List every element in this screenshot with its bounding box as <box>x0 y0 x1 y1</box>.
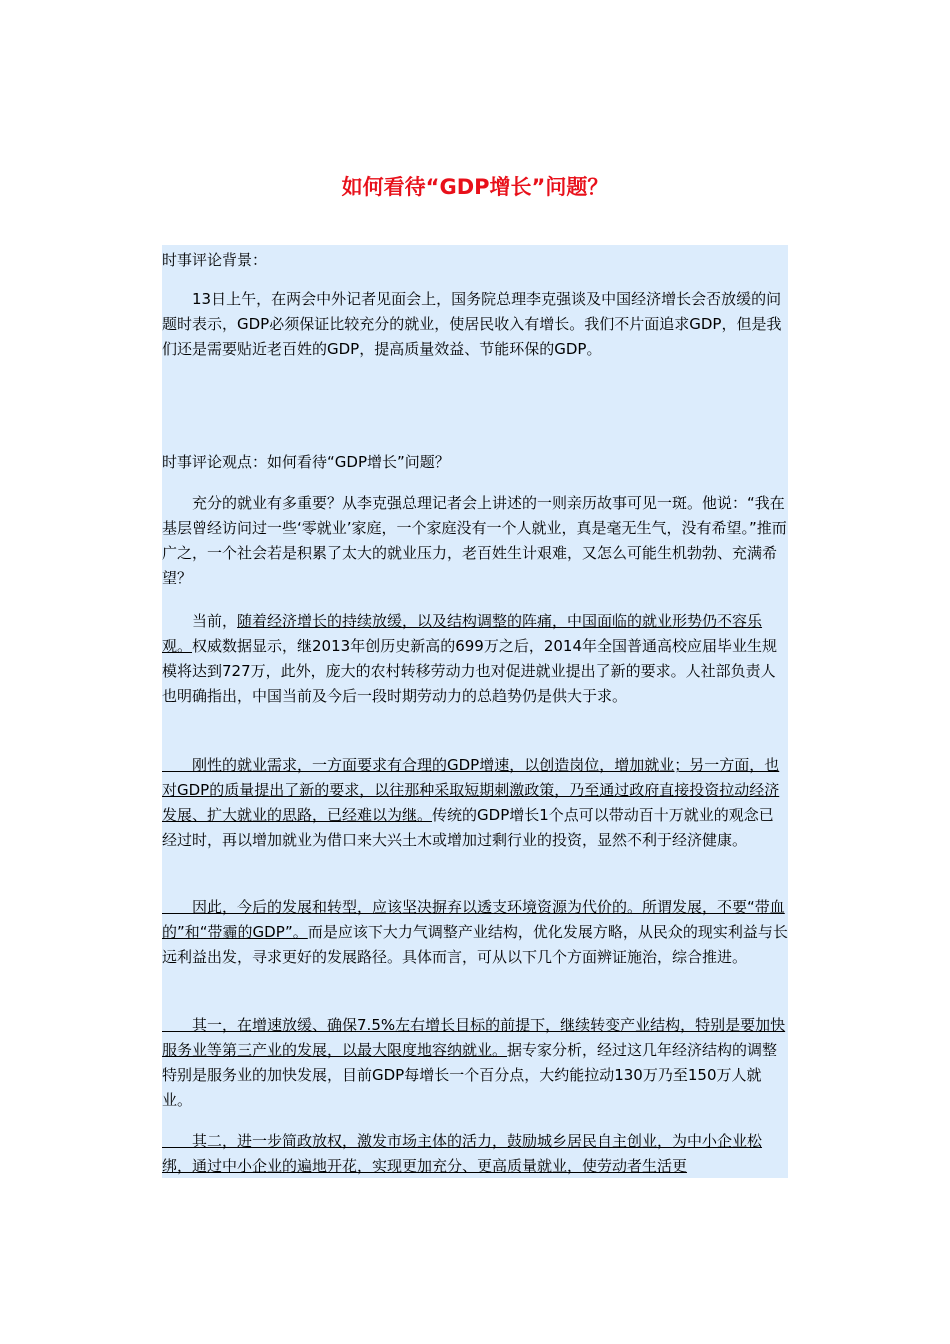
article-body <box>162 245 788 1178</box>
underlined-text: 其二，进一步简政放权，激发市场主体的活力，鼓励城乡居民自主创业，为中小企业松绑，通过中小企业的遍地开花，实现更加充分、更高质量就业，使劳动者生活更 <box>162 1132 763 1175</box>
paragraph-text: 传统的GDP增长1个点可以带动百十万就业的观念已经过时，再以增加就业为借口来大兴土木或增加过剩行业的投资，显然不利于经济健康。 <box>162 806 774 849</box>
underlined-text: 因此，今后的发展和转型，应该坚决摒弃以透支环境资源为代价的。所谓发展，不要“带血的”和“带霾的GDP”。 <box>162 898 785 941</box>
paragraph-point-one <box>162 1013 788 1113</box>
underlined-text: 其一，在增速放缓、确保7.5%左右增长目标的前提下，继续转变产业结构，特别是要加快服务业等第三产业的发展，以最大限度地容纳就业。 <box>162 1016 786 1059</box>
paragraph-development-transition <box>162 895 788 970</box>
paragraph-point-two <box>162 1129 788 1178</box>
underlined-text: 随着经济增长的持续放缓，以及结构调整的阵痛，中国面临的就业形势仍不容乐观。 <box>162 612 763 655</box>
viewpoint-heading: 时事评论观点：如何看待“GDP增长”问题？ <box>162 453 450 471</box>
paragraph-rigid-demand <box>162 753 788 853</box>
paragraph-text: 而是应该下大力气调整产业结构，优化发展方略，从民众的现实利益与长远利益出发，寻求更好的发展路径。具体而言，可从以下几个方面辨证施治，综合推进。 <box>162 923 788 966</box>
document-title: 如何看待“GDP增长”问题？ <box>341 175 609 199</box>
paragraph-text: 当前， <box>162 612 238 630</box>
paragraph-text: 权威数据显示，继2013年创历史新高的699万之后，2014年全国普通高校应届毕业生规模将达到727万，此外，庞大的农村转移劳动力也对促进就业提出了新的要求。人社部负责人也明确指出，中国当前及今后一段时期劳动力的总趋势仍是供大于求。 <box>162 637 777 705</box>
paragraph-employment-importance: 充分的就业有多重要？从李克强总理记者会上讲述的一则亲历故事可见一斑。他说：“我在基层曾经访问过一些‘零就业’家庭，一个家庭没有一个人就业，真是毫无生气，没有希望。”推而广之，一个社会若是积累了太大的就业压力，老百姓生计艰难，又怎么可能生机勃勃、充满希望？ <box>162 494 787 587</box>
background-heading: 时事评论背景： <box>162 251 268 269</box>
underlined-text: 刚性的就业需求，一方面要求有合理的GDP增速，以创造岗位，增加就业；另一方面，也对GDP的质量提出了新的要求，以往那种采取短期刺激政策，乃至通过政府直接投资拉动经济发展、扩大就业的思路，已经难以为继。 <box>162 756 780 824</box>
paragraph-text: 据专家分析，经过这几年经济结构的调整特别是服务业的加快发展，目前GDP每增长一个百分点，大约能拉动130万乃至150万人就业。 <box>162 1041 778 1109</box>
background-paragraph: 13日上午，在两会中外记者见面会上，国务院总理李克强谈及中国经济增长会否放缓的问题时表示，GDP必须保证比较充分的就业，使居民收入有增长。我们不片面追求GDP，但是我们还是需要贴近老百姓的GDP，提高质量效益、节能环保的GDP。 <box>162 290 782 358</box>
paragraph-employment-situation <box>162 609 788 709</box>
